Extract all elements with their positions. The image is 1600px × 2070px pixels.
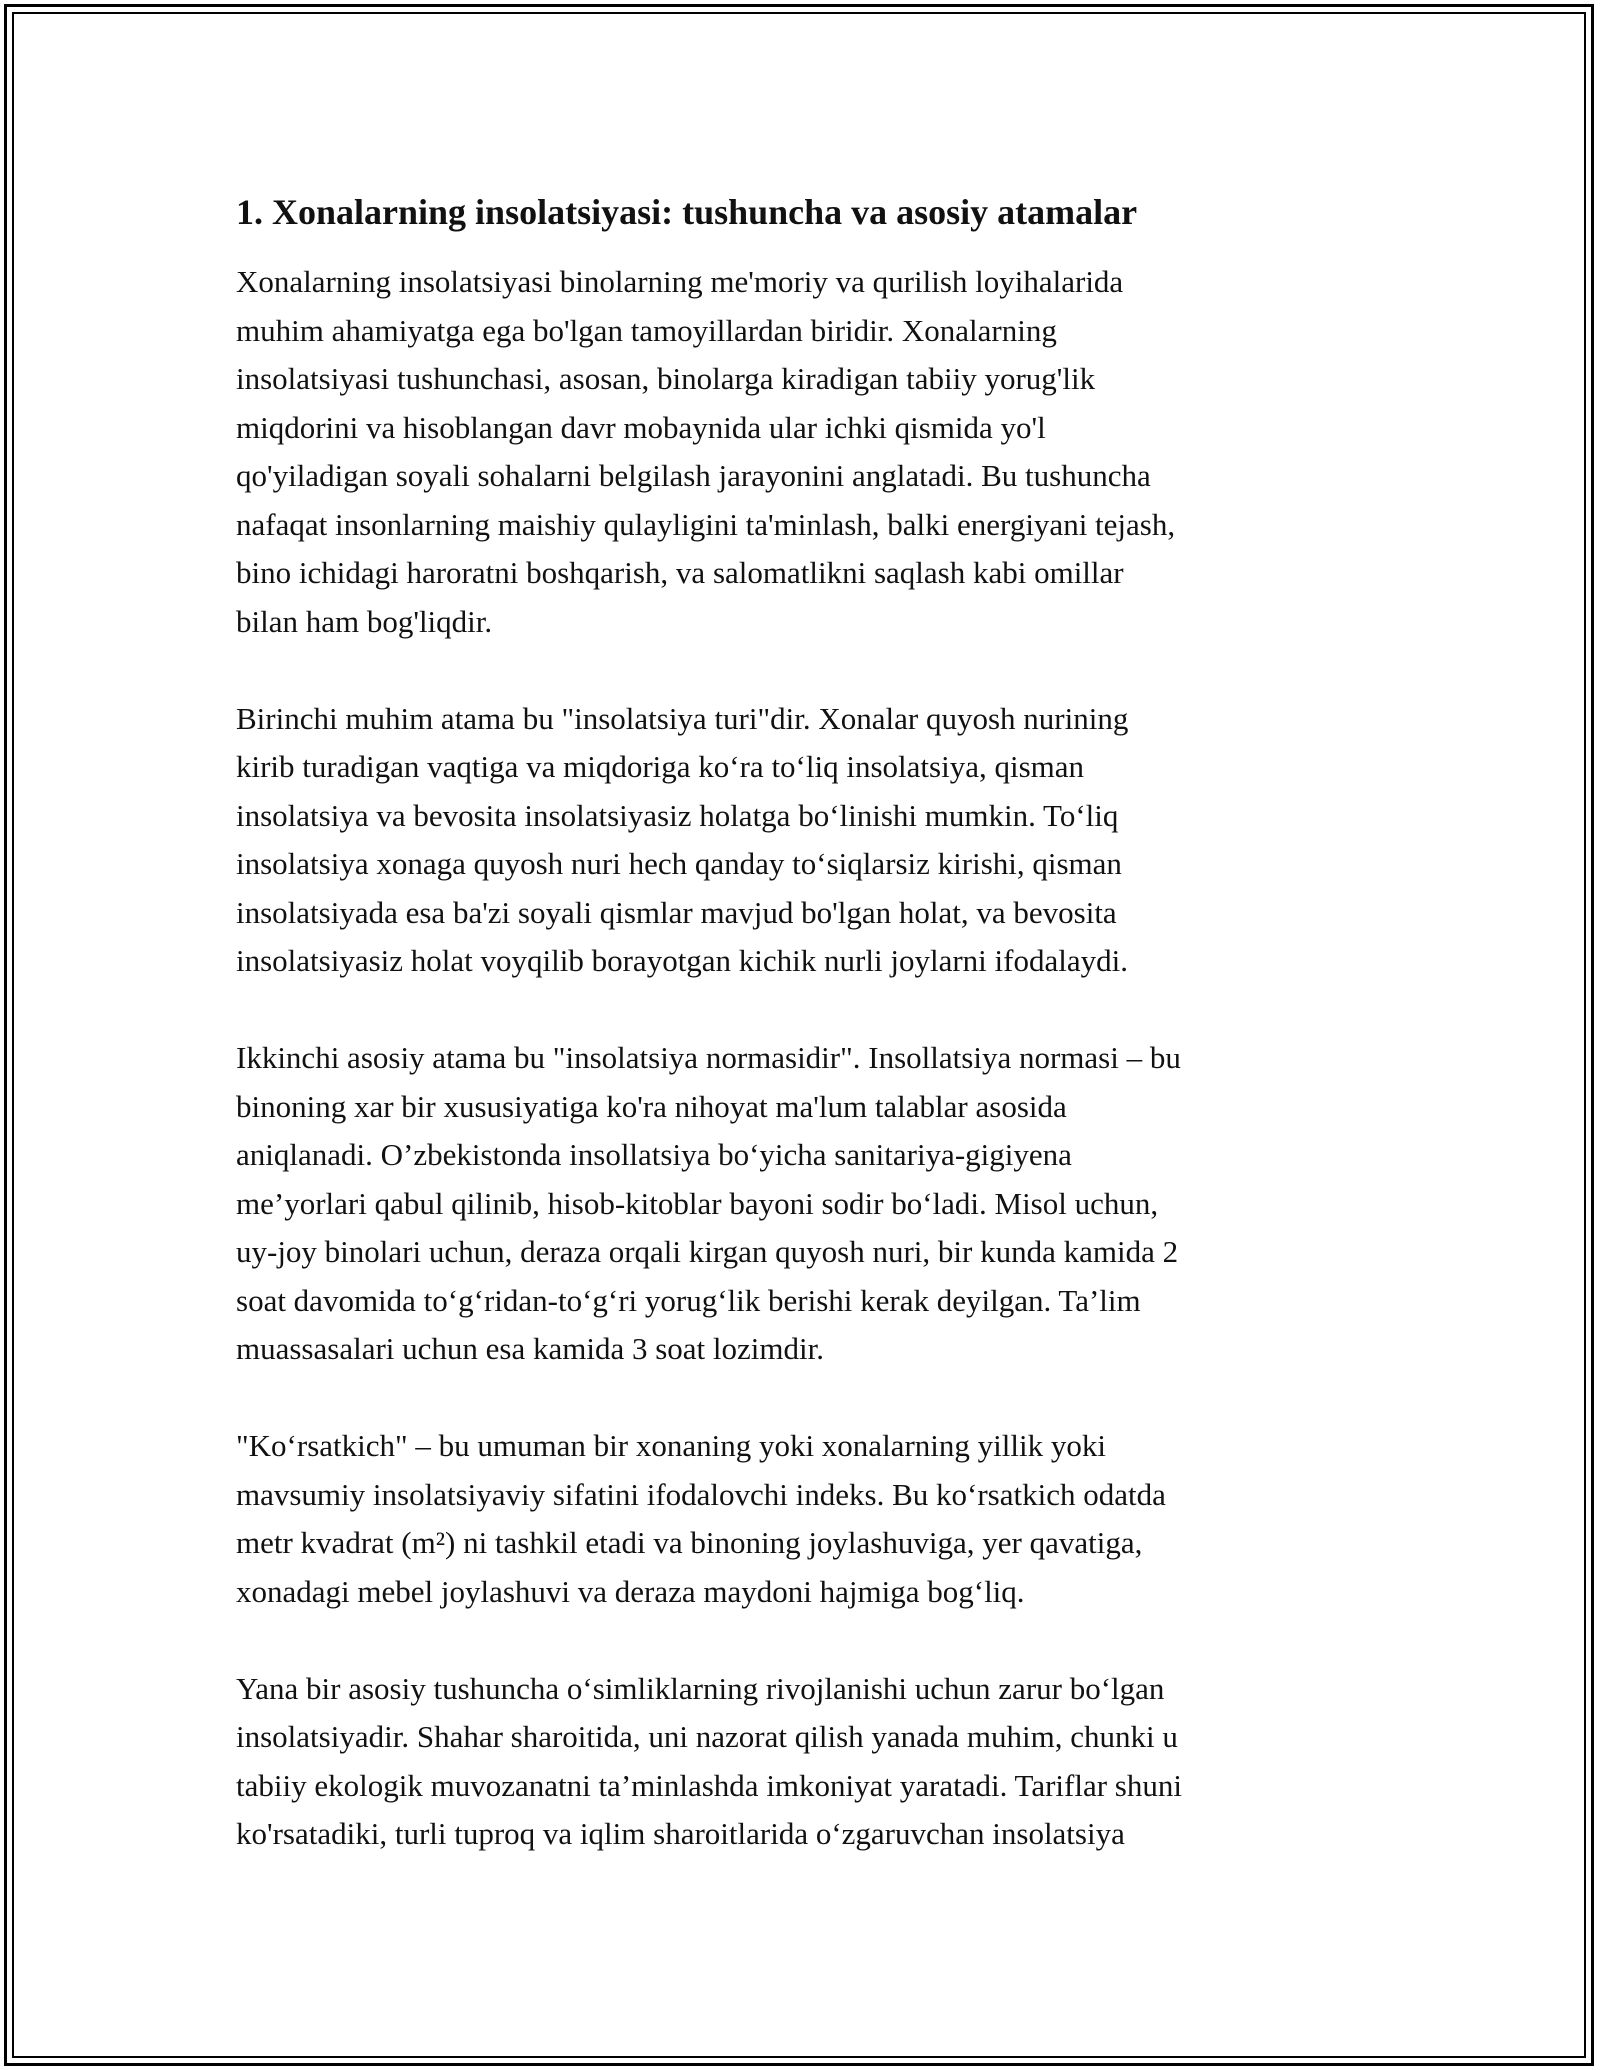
text-line: Xonalarning insolatsiyasi binolarning me'moriy va qurilish loyihalarida (236, 264, 1124, 299)
text-line: "Ko‘rsatkich" – bu umuman bir xonaning yoki xonalarning yillik yoki (236, 1428, 1106, 1463)
text-line: qo'yiladigan soyali sohalarni belgilash jarayonini anglatadi. Bu tushuncha (236, 458, 1151, 493)
text-line: bino ichidagi haroratni boshqarish, va salomatlikni saqlash kabi omillar (236, 555, 1124, 590)
text-line: ko'rsatadiki, turli tuproq va iqlim sharoitlarida o‘zgaruvchan insolatsiya (236, 1816, 1125, 1851)
text-line: muassasalari uchun esa kamida 3 soat lozimdir. (236, 1331, 824, 1366)
text-line: metr kvadrat (m²) ni tashkil etadi va binoning joylashuviga, yer qavatiga, (236, 1525, 1143, 1560)
section-heading: 1. Xonalarning insolatsiyasi: tushuncha va asosiy atamalar (236, 192, 1138, 232)
paragraph-indicator (236, 1422, 1376, 1616)
text-line: nafaqat insonlarning maishiy qulayligini ta'minlash, balki energiyani tejash, (236, 506, 1176, 542)
text-line: kirib turadigan vaqtiga va miqdoriga ko‘ra to‘liq insolatsiya, qisman (236, 749, 1085, 784)
text-line: insolatsiyasiz holat voyqilib borayotgan kichik nurli joylarni ifodalaydi. (236, 943, 1128, 978)
text-line: mavsumiy insolatsiyaviy sifatini ifodalovchi indeks. Bu ko‘rsatkich odatda (236, 1476, 1166, 1512)
text-line: insolatsiyasi tushunchasi, asosan, binolarga kiradigan tabiiy yorug'lik (236, 361, 1096, 396)
text-line: bilan ham bog'liqdir. (236, 603, 493, 639)
text-line: aniqlanadi. O’zbekistonda insollatsiya bo‘yicha sanitariya-gigiyena (236, 1137, 1072, 1172)
text-line: insolatsiya va bevosita insolatsiyasiz holatga bo‘linishi mumkin. To‘liq (236, 797, 1119, 833)
text-line: Birinchi muhim atama bu "insolatsiya turi"dir. Xonalar quyosh nurining (236, 700, 1129, 736)
text-line: uy-joy binolari uchun, deraza orqali kirgan quyosh nuri, bir kunda kamida 2 (236, 1234, 1179, 1269)
text-line: soat davomida to‘g‘ridan-to‘g‘ri yorug‘lik berishi kerak deyilgan. Ta’lim (236, 1282, 1141, 1318)
paragraph-plants (236, 1665, 1376, 1859)
paragraph-insolation-norm (236, 1034, 1376, 1374)
text-line: insolatsiya xonaga quyosh nuri hech qanday to‘siqlarsiz kirishi, qisman (236, 846, 1122, 881)
text-line: miqdorini va hisoblangan davr mobaynida ular ichki qismida yo'l (236, 409, 1046, 445)
paragraph-intro (236, 258, 1376, 646)
text-line: me’yorlari qabul qilinib, hisob-kitoblar bayoni sodir bo‘ladi. Misol uchun, (236, 1185, 1159, 1221)
text-line: muhim ahamiyatga ega bo'lgan tamoyillardan biridir. Xonalarning (236, 312, 1057, 348)
text-line: tabiiy ekologik muvozanatni ta’minlashda imkoniyat yaratadi. Tariflar shuni (236, 1767, 1182, 1803)
paragraph-insolation-type (236, 695, 1376, 986)
text-line: Yana bir asosiy tushuncha o‘simliklarning rivojlanishi uchun zarur bo‘lgan (236, 1670, 1165, 1706)
document-body (236, 188, 1376, 1907)
text-line: insolatsiyada esa ba'zi soyali qismlar mavjud bo'lgan holat, va bevosita (236, 894, 1117, 930)
text-line: xonadagi mebel joylashuvi va deraza maydoni hajmiga bog‘liq. (236, 1573, 1025, 1609)
text-line: Ikkinchi asosiy atama bu "insolatsiya normasidir". Insollatsiya normasi – bu (236, 1040, 1181, 1075)
text-line: insolatsiyadir. Shahar sharoitida, uni nazorat qilish yanada muhim, chunki u (236, 1719, 1178, 1754)
text-line: binoning xar bir xususiyatiga ko'ra nihoyat ma'lum talablar asosida (236, 1088, 1067, 1124)
